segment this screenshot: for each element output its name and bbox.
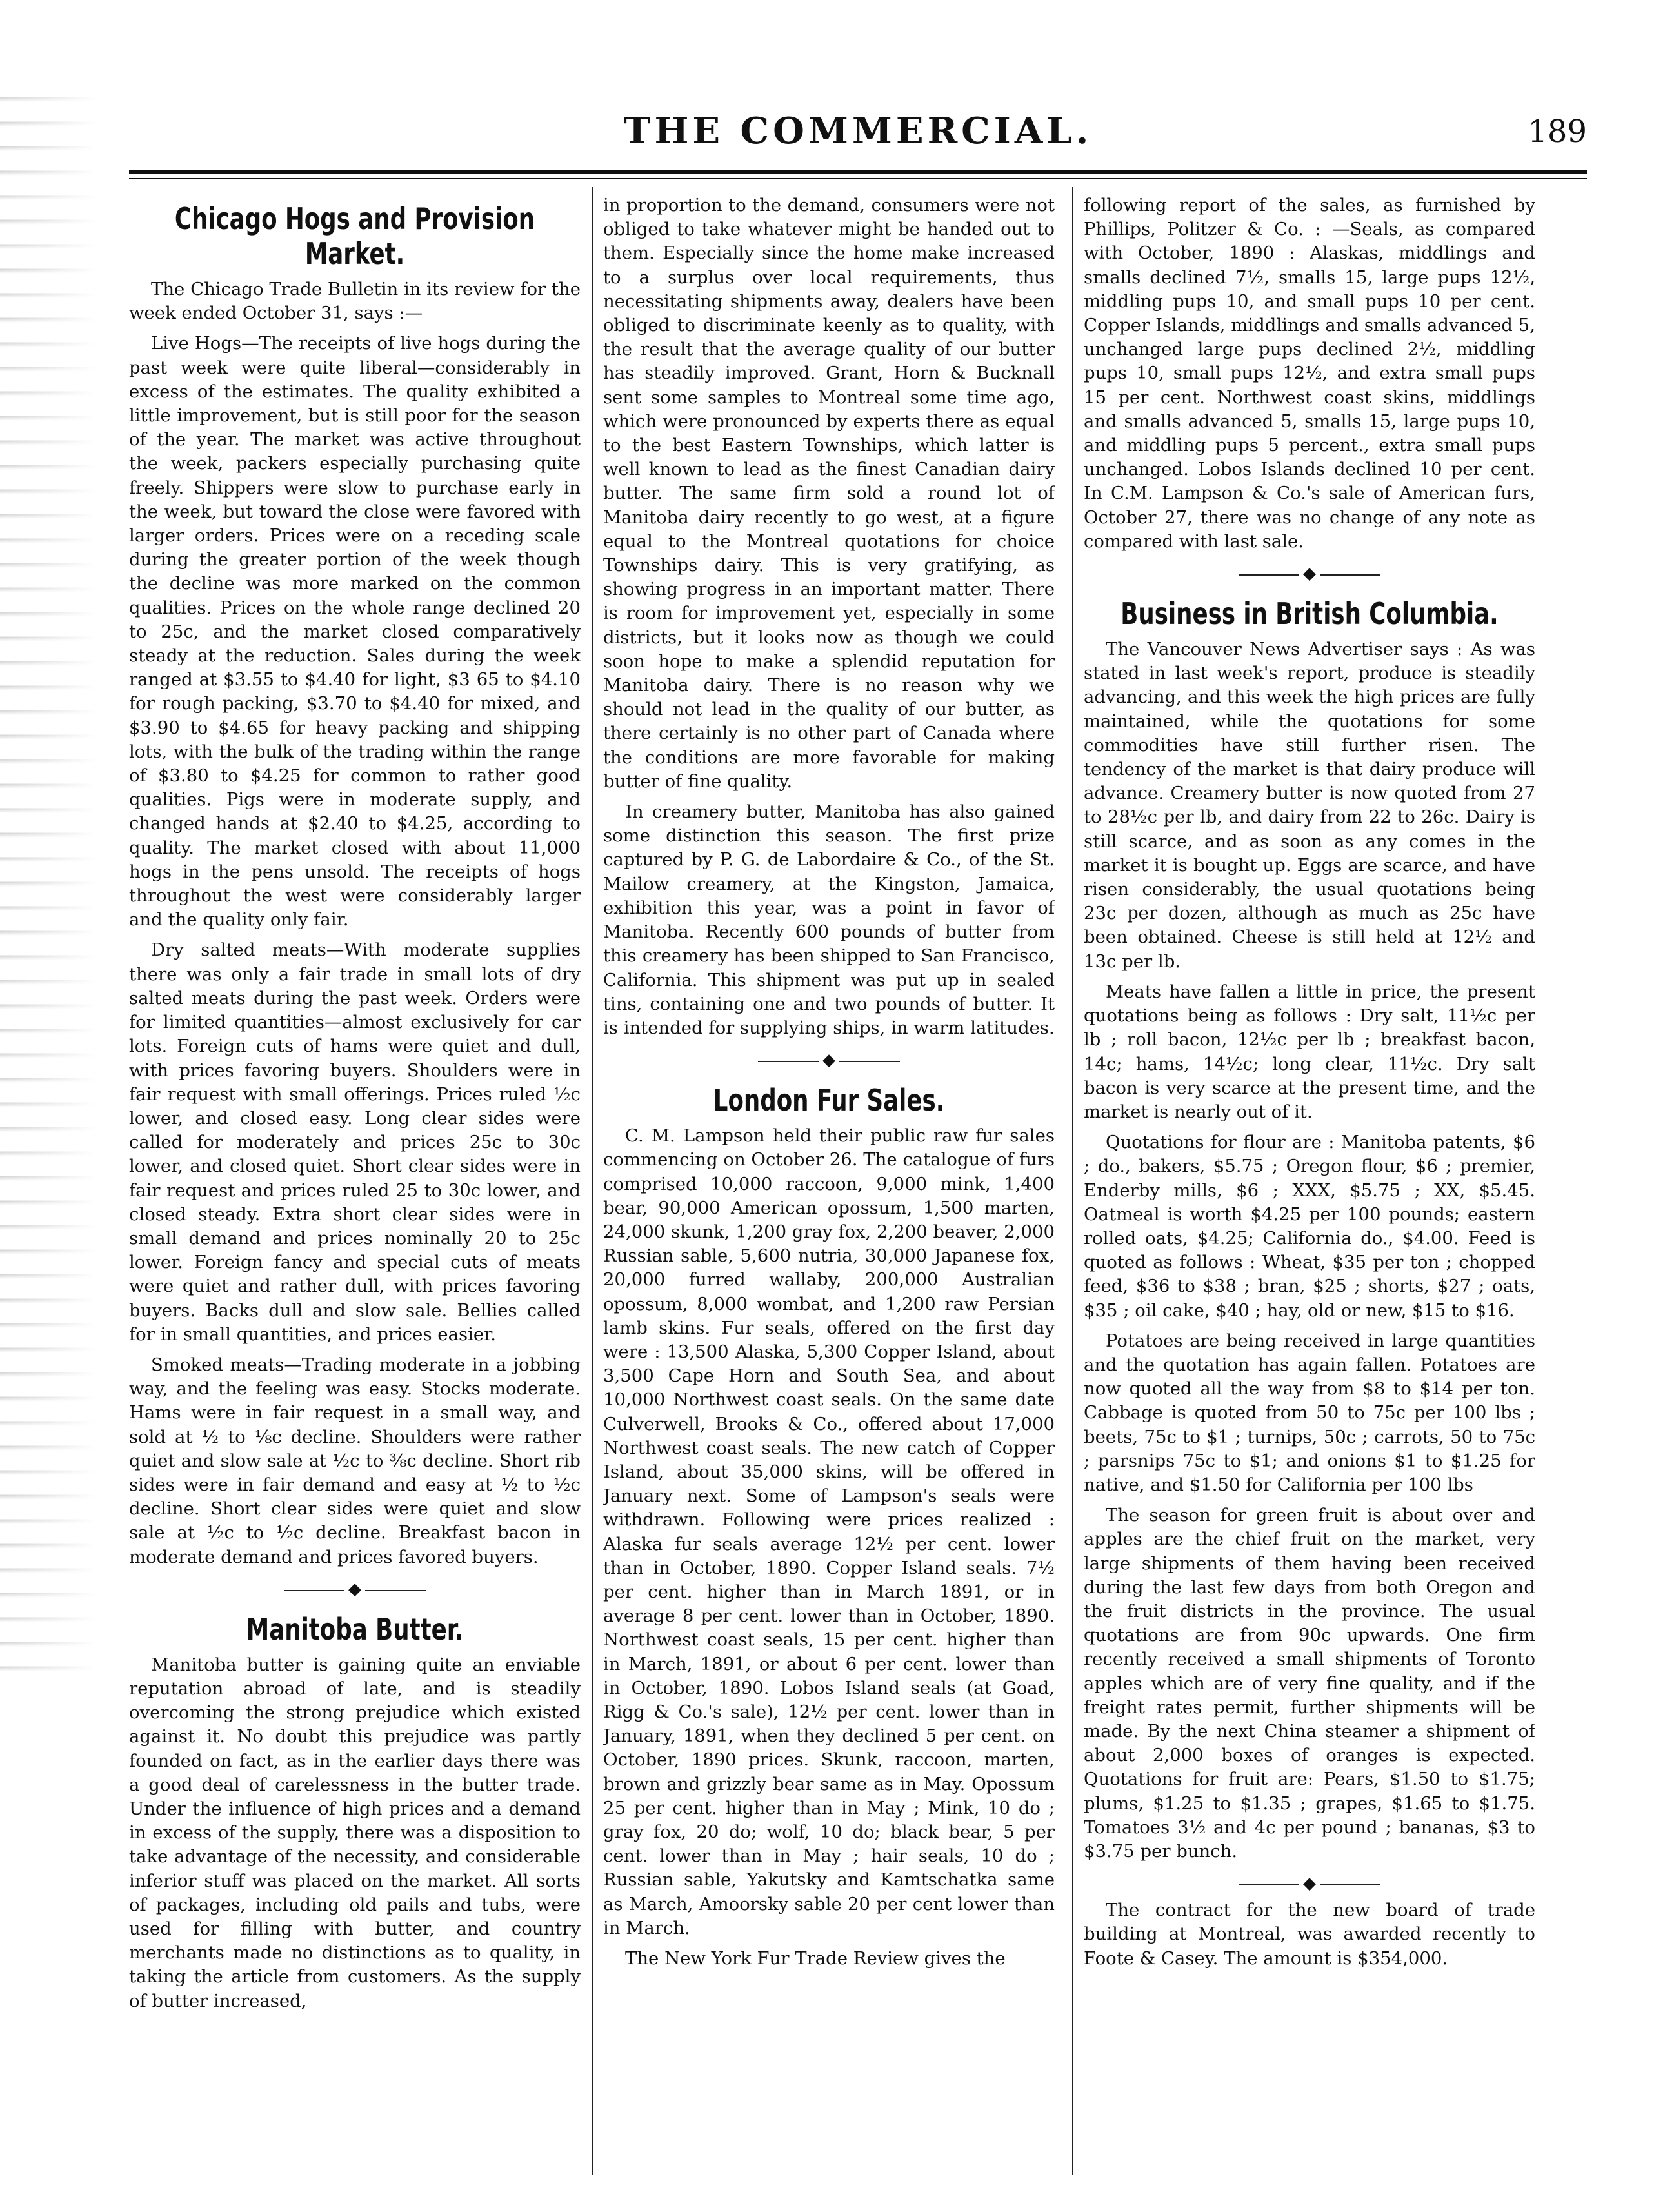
article-paragraph: The Vancouver News Advertiser says : As was stated in last week's report, produce is steadily advancing, and this week the high prices are fully maintained, while the quotations for some commodities have still further risen. The tendency of the market is that dairy produce will advance. Creamery butter is now quoted from 27 to 28½c per lb, and dairy from 22 to 26c. Dairy is still scarce, and as soon as any comes in the market it is bought up. Eggs are scarce, and have risen considerably, the usual quotations being 23c per dozen, although as much as 25c have been obtained. Cheese is still held at 12½ and 13c per lb. [1084, 639, 1535, 972]
article-paragraph: In creamery butter, Manitoba has also gained some distinction this season. The first prize captured by P. G. de Labordaire & Co., of the St. Mailow creamery, at the Kingston, Jamaica, exhibition this year, was a point in favor of Manitoba. Recently 600 pounds of butter from this creamery has been shipped to San Francisco, California. This shipment was put up in sealed tins, containing one and two pounds of butter. It is intended for supplying ships, in warm latitudes. [603, 801, 1055, 1038]
article-paragraph: The New York Fur Trade Review gives the [625, 1948, 1006, 1969]
page-edge-stain [0, 77, 97, 1691]
column-3 [1084, 194, 1535, 2168]
article-paragraph: C. M. Lampson held their public raw fur sales commencing on October 26. The catalogue of furs comprised 10,000 raccoon, 9,000 mink, 1,400 bear, 90,000 American opossum, 1,500 marten, 24,000 skunk, 1,200 gray fox, 2,200 beaver, 2,000 Russian sable, 5,600 nutria, 30,000 Japanese fox, 20,000 furred wallaby, 200,000 Australian opossum, 8,000 wombat, and 1,200 raw Persian lamb skins. Fur seals, offered on the first day were : 13,500 Alaska, 5,300 Copper Island, about 3,500 Cape Horn and South Sea, and about 10,000 Northwest coast seals. On the same date Culverwell, Brooks & Co., offered about 17,000 Northwest coast seals. The new catch of Copper Island, about 35,000 skins, will be offered in January next. Some of Lampson's seals were withdrawn. Following were prices realized : Alaska fur seals average 12½ per cent. lower than in October, 1890. Copper Island seals. 7½ per cent. higher than in March 1891, or in average 8 per cent. lower than in October, 1890. Northwest coast seals, 15 per cent. higher than in March, 1891, or about 6 per cent. lower than in October, 1890. Lobos Island seals (at Goad, Rigg & Co.'s sale), 12½ per cent. lower than in January, 1891, when they declined 5 per cent. on October, 1890 prices. Skunk, raccoon, marten, brown and grizzly bear same as in May. Opossum 25 per cent. higher than in May ; Mink, 10 do ; gray fox, 20 do; wolf, 10 do; black bear, 5 per cent. lower than in May ; hair seals, 10 do ; Russian sable, Yakutsky and Kamtschatka same as March, Amoorsky sable 20 per cent lower than in March. [603, 1125, 1055, 1938]
section-separator [1084, 1870, 1535, 1898]
article-headline: London Fur Sales. [713, 1083, 945, 1118]
article-paragraph: following report of the sales, as furnished by Phillips, Politzer & Co. : —Seals, as compared with October, 1890 : Alaskas, middlings and smalls declined 7½, smalls 15, large pups 12½, middling pups 10, and small pups 10 per cent. Copper Islands, middlings and smalls advanced 5, unchanged large pups declined 2½, middling pups 10, small pups 12½, and extra small pups 15 per cent. Northwest coast skins, middlings and smalls advanced 5, smalls 15, large pups 10, and middling pups 5 percent., extra small pups unchanged. Lobos Islands declined 10 per cent. In C.M. Lampson & Co.'s sale of American furs, October 27, there was no change of any note as compared with last sale. [1084, 195, 1535, 552]
page-number: 189 [1528, 114, 1587, 150]
header-rule-thick [129, 170, 1587, 174]
article-headline: Business in British Columbia. [1121, 596, 1499, 632]
article-paragraph: in proportion to the demand, consumers were not obliged to take whatever might be handed out to them. Especially since the home make increased to a surplus over local requirements, thus necessitating shipments away, dealers have been obliged to discriminate keenly as to quality, with the result that the average quality of our butter has steadily improved. Grant, Horn & Bucknall sent some samples to Montreal some time ago, which were pronounced by experts there as equal to the best Eastern Townships, which latter is well known to lead as the finest Canadian dairy butter. The same firm sold a round lot of Manitoba dairy recently to go west, at a figure equal to the Montreal quotations for choice Townships dairy. This is very gratifying, as showing progress in an important matter. There is room for improvement yet, especially in some districts, but it looks now as though we could soon hope to make a splendid reputation for Manitoba dairy. There is no reason why we should not lead in the quality of our butter, as there certainly is no other part of Canada where the conditions are more favorable for making butter of fine quality. [603, 195, 1055, 792]
page-header [129, 110, 1587, 161]
section-separator [129, 1576, 581, 1604]
article-headline: Chicago Hogs and Provision Market. [174, 201, 535, 271]
article-headline: Manitoba Butter. [246, 1611, 464, 1647]
article-paragraph: Smoked meats—Trading moderate in a jobbing way, and the feeling was easy. Stocks moderate. Hams were in fair request in a small way, and sold at ½ to ⅛c decline. Shoulders were rather quiet and slow sale at ½c to ⅜c decline. Short rib sides were in fair demand and easy at ½ to ½c decline. Short clear sides were quiet and slow sale at ½c to ½c decline. Breakfast bacon in moderate demand and prices favored buyers. [129, 1354, 581, 1567]
section-separator [603, 1047, 1055, 1075]
article-paragraph: The Chicago Trade Bulletin in its review for the week ended October 31, says :— [129, 279, 581, 324]
masthead: THE COMMERCIAL. [623, 110, 1093, 152]
article-paragraph: Dry salted meats—With moderate supplies there was only a fair trade in small lots of dry salted meats during the past week. Orders were for limited quantities—almost exclusively for car lots. Foreign cuts of hams were quiet and dull, with prices favoring buyers. Shoulders were in fair request with small offerings. Prices ruled ½c lower, and closed easy. Long clear sides were called for moderately and prices 25c to 30c lower, and closed quiet. Short clear sides were in fair request and prices ruled 25 to 30c lower, and closed steady. Extra short clear sides were in small demand and prices nominally 20 to 25c lower. Foreign fancy and special cuts of meats were quiet and rather dull, with prices favoring buyers. Backs dull and slow sale. Bellies called for in small quantities, and prices easier. [129, 940, 581, 1345]
article-paragraph: Meats have fallen a little in price, the present quotations being as follows : Dry salt, 11½c per lb ; roll bacon, 12½c per lb ; breakfast bacon, 14c; hams, 14½c; long clear, 11½c. Dry salt bacon is very scarce at the present time, and the market is nearly out of it. [1084, 981, 1535, 1122]
column-divider [1072, 187, 1073, 2175]
column-1 [129, 194, 581, 2168]
section-separator [1084, 560, 1535, 588]
article-paragraph: Manitoba butter is gaining quite an enviable reputation abroad of late, and is steadily overcoming the strong prejudice which existed against it. No doubt this prejudice was partly founded on fact, as in the earlier days there was a good deal of carelessness in the butter trade. Under the influence of high prices and a demand in excess of the supply, there was a disposition to take advantage of the necessity, and considerable inferior stuff was placed on the market. All sorts of packages, including old pails and tubs, were used for filling with butter, and country merchants made no distinctions as to quality, in taking the article from customers. As the supply of butter increased, [129, 1654, 581, 2011]
article-paragraph: Potatoes are being received in large quantities and the quotation has again fallen. Potatoes are now quoted all the way from $8 to $14 per ton. Cabbage is quoted from 50 to 75c per 100 lbs ; beets, 75c to $1 ; turnips, 50c ; carrots, 50 to 75c ; parsnips 75c to $1; and onions $1 to $1.25 for native, and $1.50 for California per 100 lbs [1084, 1330, 1535, 1495]
column-2 [603, 194, 1055, 2168]
article-paragraph: Live Hogs—The receipts of live hogs during the past week were quite liberal—considerably in excess of the estimates. The quality exhibited a little improvement, but is still poor for the season of the year. The market was active throughout the week, packers especially purchasing quite freely. Shippers were slow to purchase early in the week, but toward the close were favored with larger orders. Prices were on a receding scale during the greater portion of the week though the decline was more marked on the common qualities. Prices on the whole range declined 20 to 25c, and the market closed comparatively steady at the reduction. Sales during the week ranged at $3.55 to $4.40 for light, $3 65 to $4.10 for rough packing, $3.70 to $4.40 for mixed, and $3.90 to $4.65 for heavy packing and shipping lots, with the bulk of the trading within the range of $3.80 to $4.25 for common to rather good qualities. Pigs were in moderate supply, and changed hands at $2.40 to $4.25, according to quality. The market closed with about 11,000 hogs in the pens unsold. The receipts of hogs throughout the west were considerably larger and the quality only fair. [129, 333, 581, 930]
column-divider [592, 187, 593, 2175]
article-paragraph: The season for green fruit is about over and apples are the chief fruit on the market, very large shipments of them having been received during the last few days from both Oregon and the fruit districts in the province. The usual quotations are from 90c upwards. One firm recently received a small shipments of Toronto apples which are of very fine quality, and if the freight rates permit, further shipments will be made. By the next China steamer a shipment of about 2,000 boxes of oranges is expected. Quotations for fruit are: Pears, $1.50 to $1.75; plums, $1.25 to $1.35 ; grapes, $1.65 to $1.75. Tomatoes 3½ and 4c per pound ; bananas, $3 to $3.75 per bunch. [1084, 1505, 1535, 1862]
header-rule-thin [129, 178, 1587, 179]
article-paragraph: Quotations for flour are : Manitoba patents, $6 ; do., bakers, $5.75 ; Oregon flour, $6 ; premier, Enderby mills, $6 ; XXX, $5.75 ; XX, $5.45. Oatmeal is worth $4.25 per 100 pounds; eastern rolled oats, $4.25; California do., $4.00. Feed is quoted as follows : Wheat, $35 per ton ; chopped feed, $36 to $38 ; bran, $25 ; shorts, $27 ; oats, $35 ; oil cake, $40 ; hay, old or new, $15 to $16. [1084, 1132, 1535, 1321]
article-paragraph: The contract for the new board of trade building at Montreal, was awarded recently to Foote & Casey. The amount is $354,000. [1084, 1900, 1535, 1969]
